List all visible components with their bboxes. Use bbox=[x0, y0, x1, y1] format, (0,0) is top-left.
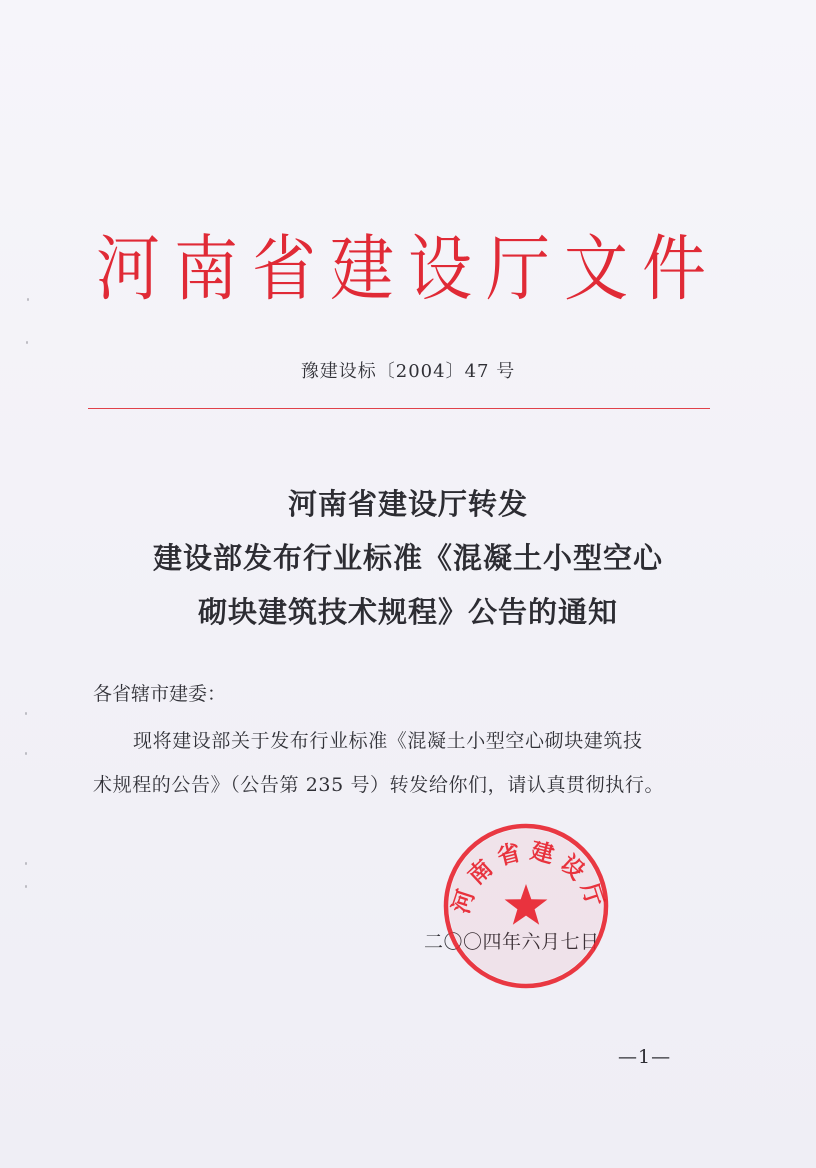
document-title-line-2: 建设部发布行业标准《混凝土小型空心 bbox=[152, 541, 663, 575]
document-number: 豫建设标〔2004〕47 号 bbox=[300, 361, 516, 382]
body-text-line-2: 术规程的公告》（公告第 235 号）转发给你们，请认真贯彻执行。 bbox=[93, 774, 665, 796]
scan-speck bbox=[26, 341, 28, 344]
scan-speck bbox=[25, 862, 27, 865]
red-divider-line bbox=[88, 408, 710, 409]
scan-speck bbox=[25, 712, 27, 715]
salutation: 各省辖市建委： bbox=[93, 683, 227, 705]
issue-date: 二〇〇四年六月七日 bbox=[424, 931, 600, 953]
page-number: —1— bbox=[618, 1046, 672, 1068]
scan-speck bbox=[25, 885, 27, 888]
document-masthead: 河南省建设厅文件 bbox=[96, 228, 720, 312]
seal-text-path: 河南省建设厅 bbox=[448, 838, 610, 917]
official-seal bbox=[440, 820, 612, 992]
document-title-line-3: 砌块建筑技术规程》公告的通知 bbox=[197, 595, 618, 629]
body-text-line-1: 现将建设部关于发布行业标准《混凝土小型空心砌块建筑技 bbox=[133, 730, 643, 752]
document-title-line-1: 河南省建设厅转发 bbox=[287, 487, 528, 521]
scan-speck bbox=[25, 752, 27, 755]
